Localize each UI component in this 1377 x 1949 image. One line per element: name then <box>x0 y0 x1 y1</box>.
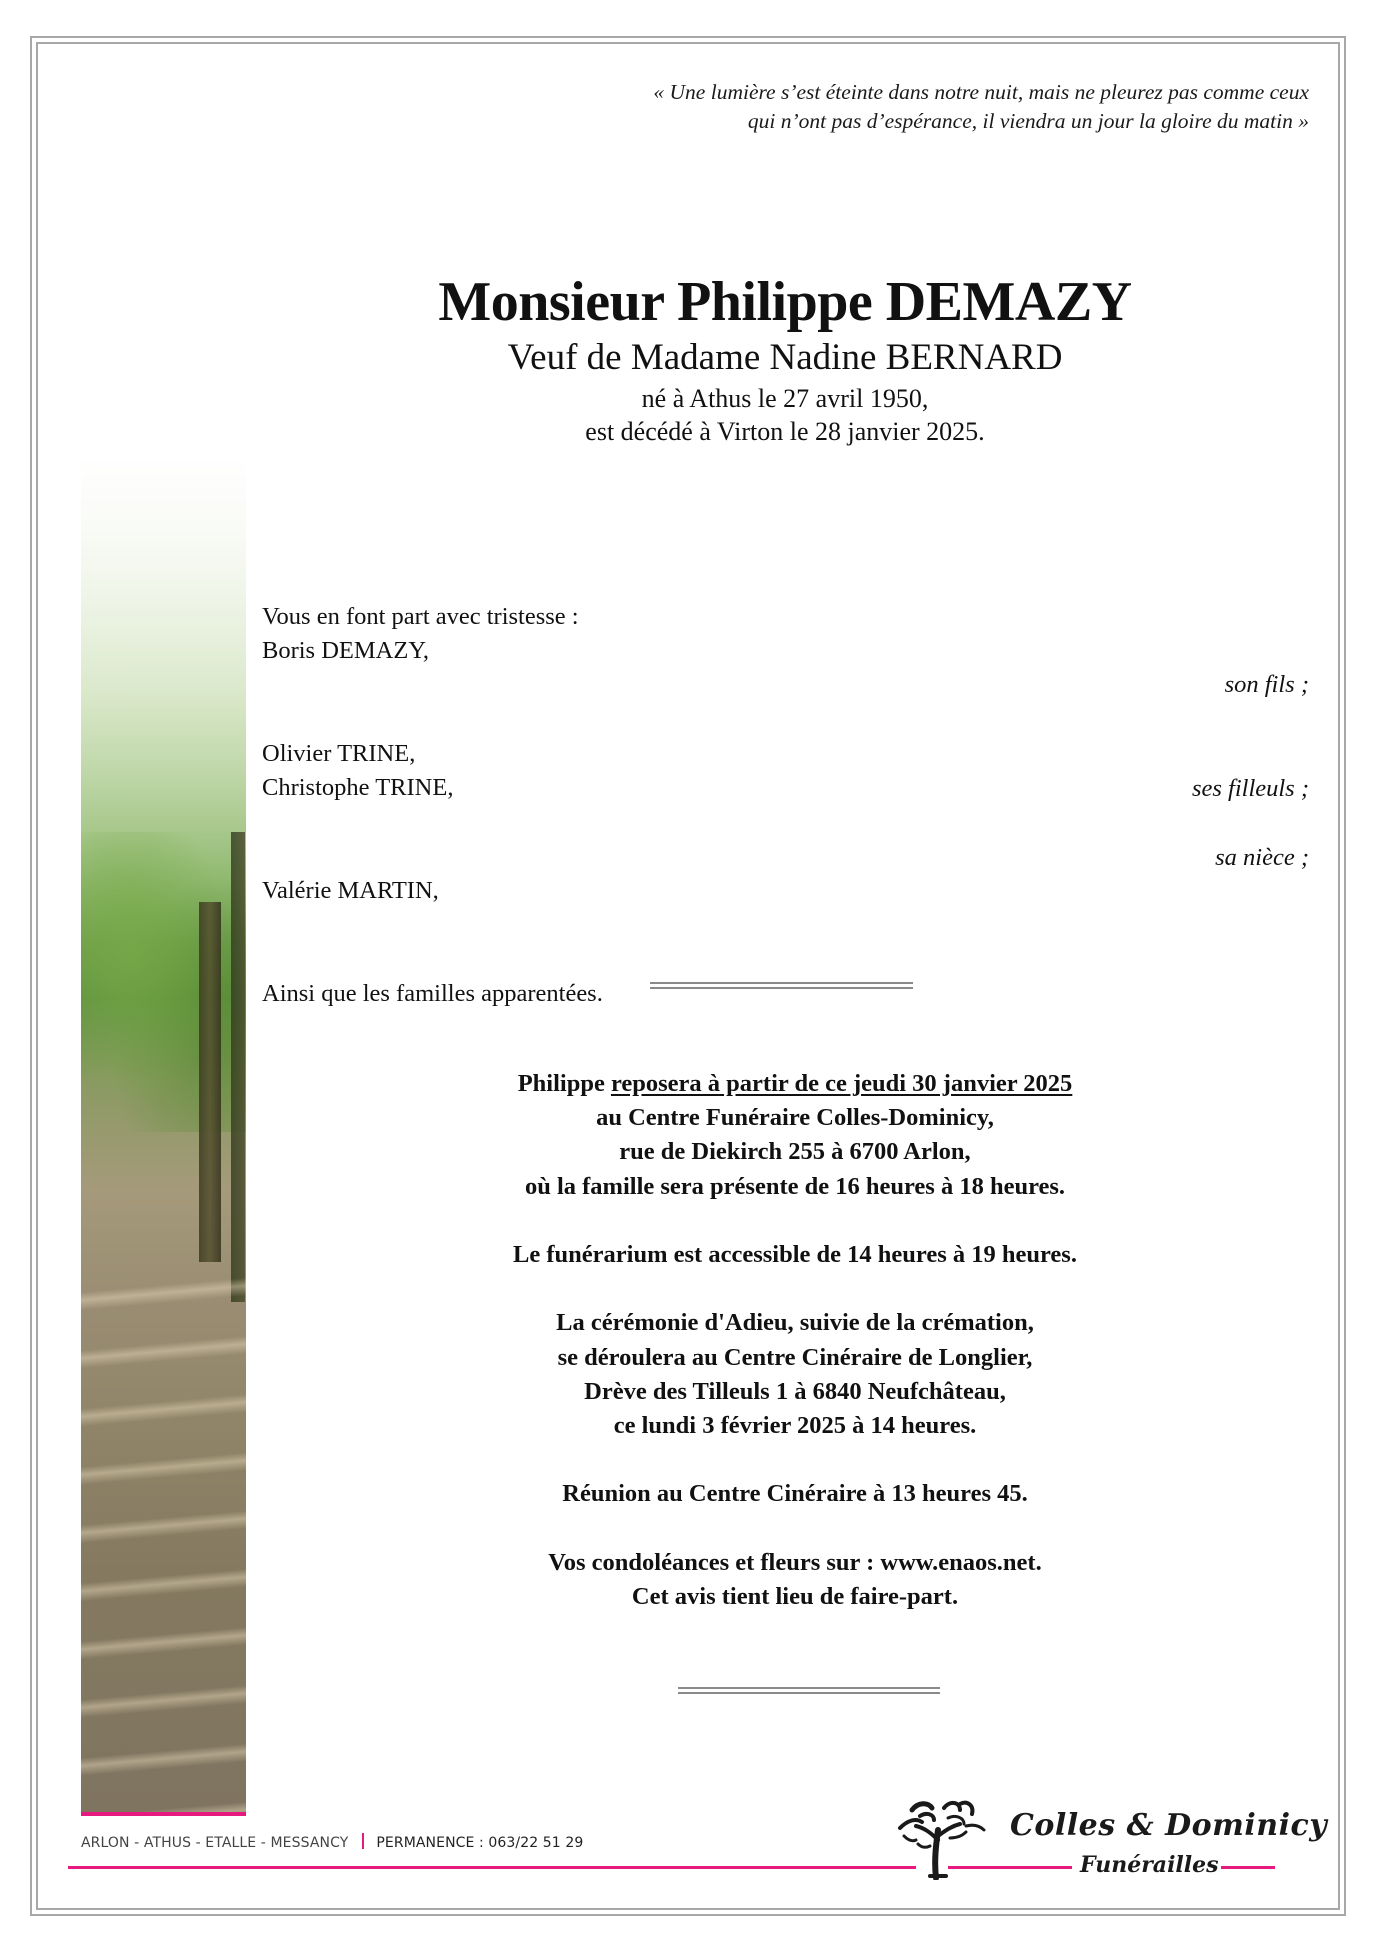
family-member: Valérie MARTIN, <box>262 877 439 905</box>
footer-locations: ARLON - ATHUS - ETALLE - MESSANCY <box>81 1835 349 1851</box>
footer-accent-line <box>1221 1866 1275 1869</box>
epigraph-quote <box>409 78 1309 136</box>
repose-prefix: Philippe <box>517 1070 611 1097</box>
photo-tree-trunk <box>231 832 245 1302</box>
blank-line <box>262 669 603 703</box>
tree-icon <box>890 1790 990 1880</box>
family-member: Olivier TRINE, <box>262 740 416 768</box>
company-logo-name: Colles & Dominicy <box>1010 1808 1328 1843</box>
footer-separator <box>362 1833 364 1849</box>
detail-line: où la famille sera présente de 16 heures à 18 heures. <box>524 1172 1066 1200</box>
relation-son: son fils ; <box>1224 671 1309 698</box>
blank-line <box>262 840 603 874</box>
birth-info: né à Athus le 27 avril 1950, <box>641 384 929 413</box>
funerarium-hours: Le funérarium est accessible de 14 heures à 19 heures. <box>513 1240 1077 1268</box>
funeral-details <box>420 1067 1170 1614</box>
footer-permanence: PERMANENCE : 063/22 51 29 <box>376 1835 584 1851</box>
relation-niece: sa nièce ; <box>1215 844 1309 871</box>
footer-accent-line <box>68 1866 916 1869</box>
announcement-intro: Vous en font part avec tristesse : <box>262 603 579 630</box>
family-member: Boris DEMAZY, <box>262 637 429 665</box>
ceremony-line: Drève des Tilleuls 1 à 6840 Neufchâteau, <box>584 1377 1006 1405</box>
photo-path <box>81 1252 246 1816</box>
detail-line: au Centre Funéraire Colles-Dominicy, <box>596 1104 994 1132</box>
ceremony-line: ce lundi 3 février 2025 à 14 heures. <box>613 1411 977 1439</box>
repose-line <box>420 1067 1170 1101</box>
families-line: Ainsi que les familles apparentées. <box>262 980 603 1008</box>
family-announcement <box>262 600 603 1012</box>
ceremony-line: La cérémonie d'Adieu, suivie de la crémation, <box>556 1309 1034 1337</box>
footer-contact <box>81 1833 583 1851</box>
blank-line <box>262 806 603 840</box>
photo-accent-bar <box>81 1812 246 1816</box>
double-divider <box>678 1687 940 1694</box>
quote-line-2: qui n’ont pas d’espérance, il viendra un jour la gloire du matin » <box>747 109 1309 133</box>
repose-date: reposera à partir de ce jeudi 30 janvier 2025 <box>610 1070 1073 1097</box>
reunion-line: Réunion au Centre Cinéraire à 13 heures 45. <box>562 1480 1028 1508</box>
condolences-line: Vos condoléances et fleurs sur : www.enaos.net. <box>548 1548 1042 1576</box>
deceased-name: Monsieur Philippe DEMAZY <box>438 271 1132 333</box>
widow-of: Veuf de Madame Nadine BERNARD <box>507 337 1063 378</box>
death-info: est décédé à Virton le 28 janvier 2025. <box>585 417 985 446</box>
relation-godsons: ses filleuls ; <box>1191 775 1309 802</box>
quote-line-1: « Une lumière s’est éteinte dans notre nuit, mais ne pleurez pas comme ceux <box>653 80 1309 104</box>
blank-line <box>262 943 603 977</box>
photo-foliage <box>81 832 246 1132</box>
forest-path-photo <box>81 452 246 1816</box>
ceremony-line: se déroulera au Centre Cinéraire de Longlier, <box>557 1343 1033 1371</box>
notice-line: Cet avis tient lieu de faire-part. <box>631 1582 959 1610</box>
photo-tree-trunk <box>199 902 221 1262</box>
family-member: Christophe TRINE, <box>262 774 454 802</box>
blank-line <box>262 909 603 943</box>
blank-line <box>262 703 603 737</box>
detail-line: rue de Diekirch 255 à 6700 Arlon, <box>619 1138 971 1166</box>
company-logo-subtitle: Funérailles <box>1080 1852 1219 1878</box>
double-divider <box>650 982 913 989</box>
